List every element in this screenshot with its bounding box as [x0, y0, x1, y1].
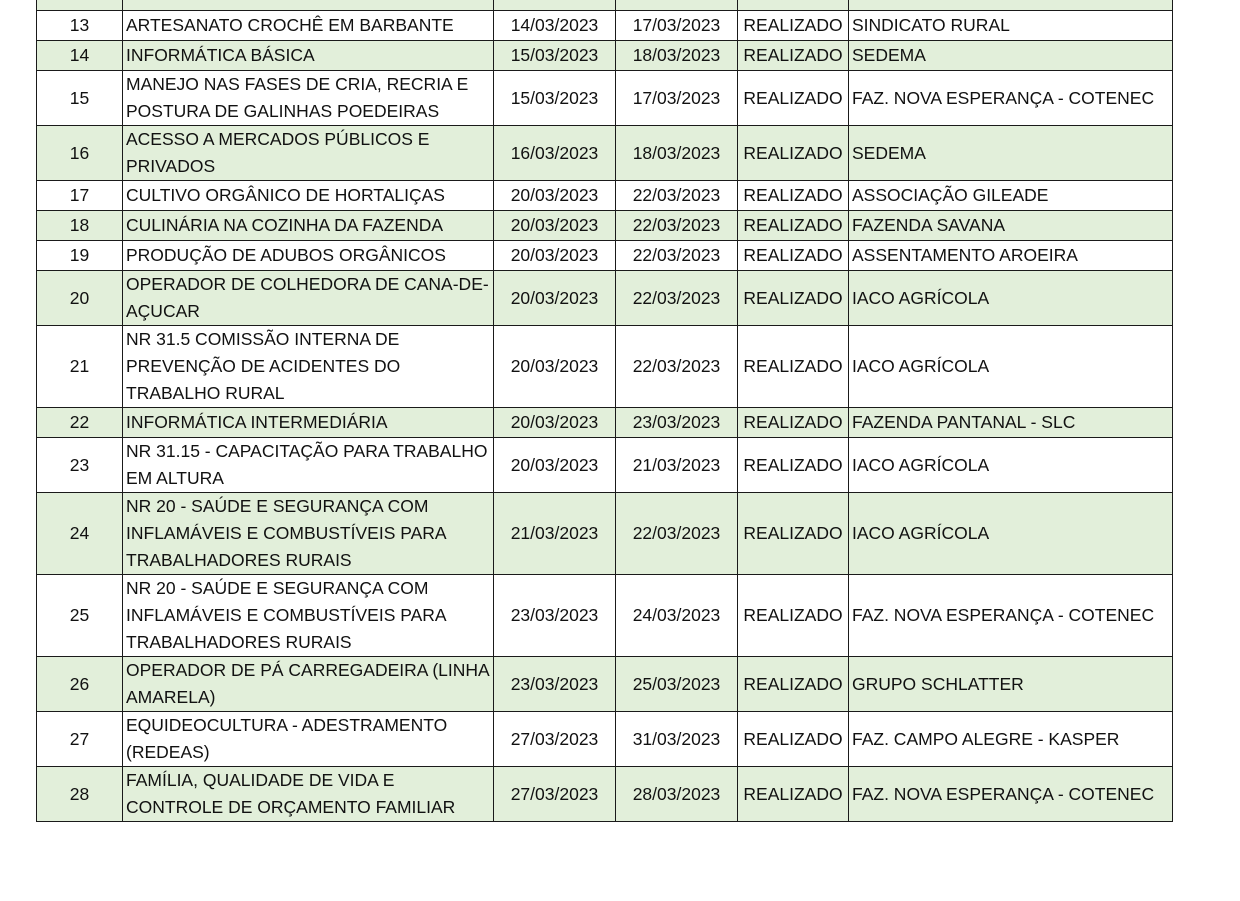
cell-end-date: 25/03/2023 [616, 657, 738, 712]
cell-place: FAZ. NOVA ESPERANÇA - COTENEC [849, 575, 1173, 657]
cell-number: 16 [37, 126, 123, 181]
cell-number: 15 [37, 71, 123, 126]
cell-place: SEDEMA [849, 41, 1173, 71]
cell-start-date: 20/03/2023 [494, 408, 616, 438]
cell-status: REALIZADO [738, 71, 849, 126]
cell-number: 14 [37, 41, 123, 71]
cell-number: 13 [37, 11, 123, 41]
cell-status: REALIZADO [738, 271, 849, 326]
table-row [37, 438, 1173, 493]
cell-number: 17 [37, 181, 123, 211]
cell-number: 25 [37, 575, 123, 657]
table-row [37, 575, 1173, 657]
cell-status: REALIZADO [738, 11, 849, 41]
cell-place: FAZ. CAMPO ALEGRE - KASPER [849, 712, 1173, 767]
cell-course: ARTESANATO CROCHÊ EM BARBANTE [123, 11, 494, 41]
cell-place: FAZ. NOVA ESPERANÇA - COTENEC [849, 767, 1173, 822]
table-row [37, 712, 1173, 767]
cell-course: OPERADOR DE PÁ CARREGADEIRA (LINHA AMARELA) [123, 657, 494, 712]
cell-number: 26 [37, 657, 123, 712]
cell-number: 21 [37, 326, 123, 408]
cell-number [37, 0, 123, 11]
table-row [37, 126, 1173, 181]
cell-status: REALIZADO [738, 241, 849, 271]
table-row [37, 657, 1173, 712]
cell-course: OPERADOR DE COLHEDORA DE CANA-DE-AÇUCAR [123, 271, 494, 326]
table-row [37, 271, 1173, 326]
cell-number: 18 [37, 211, 123, 241]
cell-course: EQUIDEOCULTURA - ADESTRAMENTO (REDEAS) [123, 712, 494, 767]
cell-start-date: 20/03/2023 [494, 241, 616, 271]
cell-place: FAZENDA PANTANAL - SLC [849, 408, 1173, 438]
cell-start-date: 27/03/2023 [494, 767, 616, 822]
cell-end-date: 17/03/2023 [616, 71, 738, 126]
cell-start-date: 14/03/2023 [494, 11, 616, 41]
cell-status: REALIZADO [738, 211, 849, 241]
cell-course: NR 20 - SAÚDE E SEGURANÇA COM INFLAMÁVEIS E COMBUSTÍVEIS PARA TRABALHADORES RURAIS [123, 575, 494, 657]
cell-start-date: 23/03/2023 [494, 575, 616, 657]
cell-end-date: 24/03/2023 [616, 575, 738, 657]
cell-start-date [494, 0, 616, 11]
table-row [37, 181, 1173, 211]
cell-course: MANEJO NAS FASES DE CRIA, RECRIA E POSTURA DE GALINHAS POEDEIRAS [123, 71, 494, 126]
cell-end-date: 22/03/2023 [616, 211, 738, 241]
cell-course: INFORMÁTICA BÁSICA [123, 41, 494, 71]
table-row-partial [37, 0, 1173, 11]
cell-course: PRODUÇÃO DE ADUBOS ORGÂNICOS [123, 241, 494, 271]
cell-start-date: 27/03/2023 [494, 712, 616, 767]
courses-table [36, 0, 1173, 822]
table-row [37, 71, 1173, 126]
cell-place: FAZ. NOVA ESPERANÇA - COTENEC [849, 71, 1173, 126]
cell-start-date: 15/03/2023 [494, 71, 616, 126]
cell-start-date: 21/03/2023 [494, 493, 616, 575]
cell-end-date: 22/03/2023 [616, 326, 738, 408]
cell-status: REALIZADO [738, 408, 849, 438]
cell-start-date: 20/03/2023 [494, 211, 616, 241]
cell-place: FAZENDA SAVANA [849, 211, 1173, 241]
cell-number: 24 [37, 493, 123, 575]
cell-number: 20 [37, 271, 123, 326]
cell-place: ASSENTAMENTO AROEIRA [849, 241, 1173, 271]
cell-start-date: 20/03/2023 [494, 438, 616, 493]
cell-status: REALIZADO [738, 493, 849, 575]
cell-course: CULTIVO ORGÂNICO DE HORTALIÇAS [123, 181, 494, 211]
cell-course: NR 31.15 - CAPACITAÇÃO PARA TRABALHO EM ALTURA [123, 438, 494, 493]
cell-status: REALIZADO [738, 657, 849, 712]
table-row [37, 11, 1173, 41]
cell-number: 28 [37, 767, 123, 822]
cell-end-date: 22/03/2023 [616, 241, 738, 271]
cell-start-date: 15/03/2023 [494, 41, 616, 71]
courses-table-body [37, 0, 1173, 822]
table-row [37, 326, 1173, 408]
cell-place: IACO AGRÍCOLA [849, 438, 1173, 493]
cell-status: REALIZADO [738, 575, 849, 657]
cell-place: ASSOCIAÇÃO GILEADE [849, 181, 1173, 211]
cell-course: INFORMÁTICA INTERMEDIÁRIA [123, 408, 494, 438]
cell-place: SINDICATO RURAL [849, 11, 1173, 41]
cell-course [123, 0, 494, 11]
cell-status: REALIZADO [738, 767, 849, 822]
cell-status: REALIZADO [738, 326, 849, 408]
cell-start-date: 16/03/2023 [494, 126, 616, 181]
cell-end-date: 31/03/2023 [616, 712, 738, 767]
cell-place [849, 0, 1173, 11]
cell-end-date: 28/03/2023 [616, 767, 738, 822]
cell-start-date: 23/03/2023 [494, 657, 616, 712]
cell-course: FAMÍLIA, QUALIDADE DE VIDA E CONTROLE DE ORÇAMENTO FAMILIAR [123, 767, 494, 822]
cell-status: REALIZADO [738, 181, 849, 211]
cell-course: ACESSO A MERCADOS PÚBLICOS E PRIVADOS [123, 126, 494, 181]
cell-place: GRUPO SCHLATTER [849, 657, 1173, 712]
cell-status: REALIZADO [738, 438, 849, 493]
courses-table-sheet [36, 0, 1173, 822]
cell-end-date: 21/03/2023 [616, 438, 738, 493]
cell-course: CULINÁRIA NA COZINHA DA FAZENDA [123, 211, 494, 241]
cell-start-date: 20/03/2023 [494, 181, 616, 211]
cell-end-date: 18/03/2023 [616, 126, 738, 181]
cell-end-date [616, 0, 738, 11]
cell-course: NR 31.5 COMISSÃO INTERNA DE PREVENÇÃO DE ACIDENTES DO TRABALHO RURAL [123, 326, 494, 408]
cell-place: SEDEMA [849, 126, 1173, 181]
cell-number: 23 [37, 438, 123, 493]
cell-place: IACO AGRÍCOLA [849, 493, 1173, 575]
cell-start-date: 20/03/2023 [494, 271, 616, 326]
cell-number: 19 [37, 241, 123, 271]
cell-number: 27 [37, 712, 123, 767]
cell-status: REALIZADO [738, 712, 849, 767]
cell-end-date: 22/03/2023 [616, 271, 738, 326]
cell-start-date: 20/03/2023 [494, 326, 616, 408]
cell-course: NR 20 - SAÚDE E SEGURANÇA COM INFLAMÁVEIS E COMBUSTÍVEIS PARA TRABALHADORES RURAIS [123, 493, 494, 575]
table-row [37, 41, 1173, 71]
cell-end-date: 18/03/2023 [616, 41, 738, 71]
table-row [37, 211, 1173, 241]
cell-place: IACO AGRÍCOLA [849, 271, 1173, 326]
cell-number: 22 [37, 408, 123, 438]
table-row [37, 767, 1173, 822]
cell-end-date: 17/03/2023 [616, 11, 738, 41]
cell-end-date: 22/03/2023 [616, 181, 738, 211]
table-row [37, 493, 1173, 575]
table-row [37, 408, 1173, 438]
cell-end-date: 22/03/2023 [616, 493, 738, 575]
cell-status: REALIZADO [738, 41, 849, 71]
cell-status: REALIZADO [738, 126, 849, 181]
table-row [37, 241, 1173, 271]
cell-end-date: 23/03/2023 [616, 408, 738, 438]
cell-place: IACO AGRÍCOLA [849, 326, 1173, 408]
cell-status [738, 0, 849, 11]
